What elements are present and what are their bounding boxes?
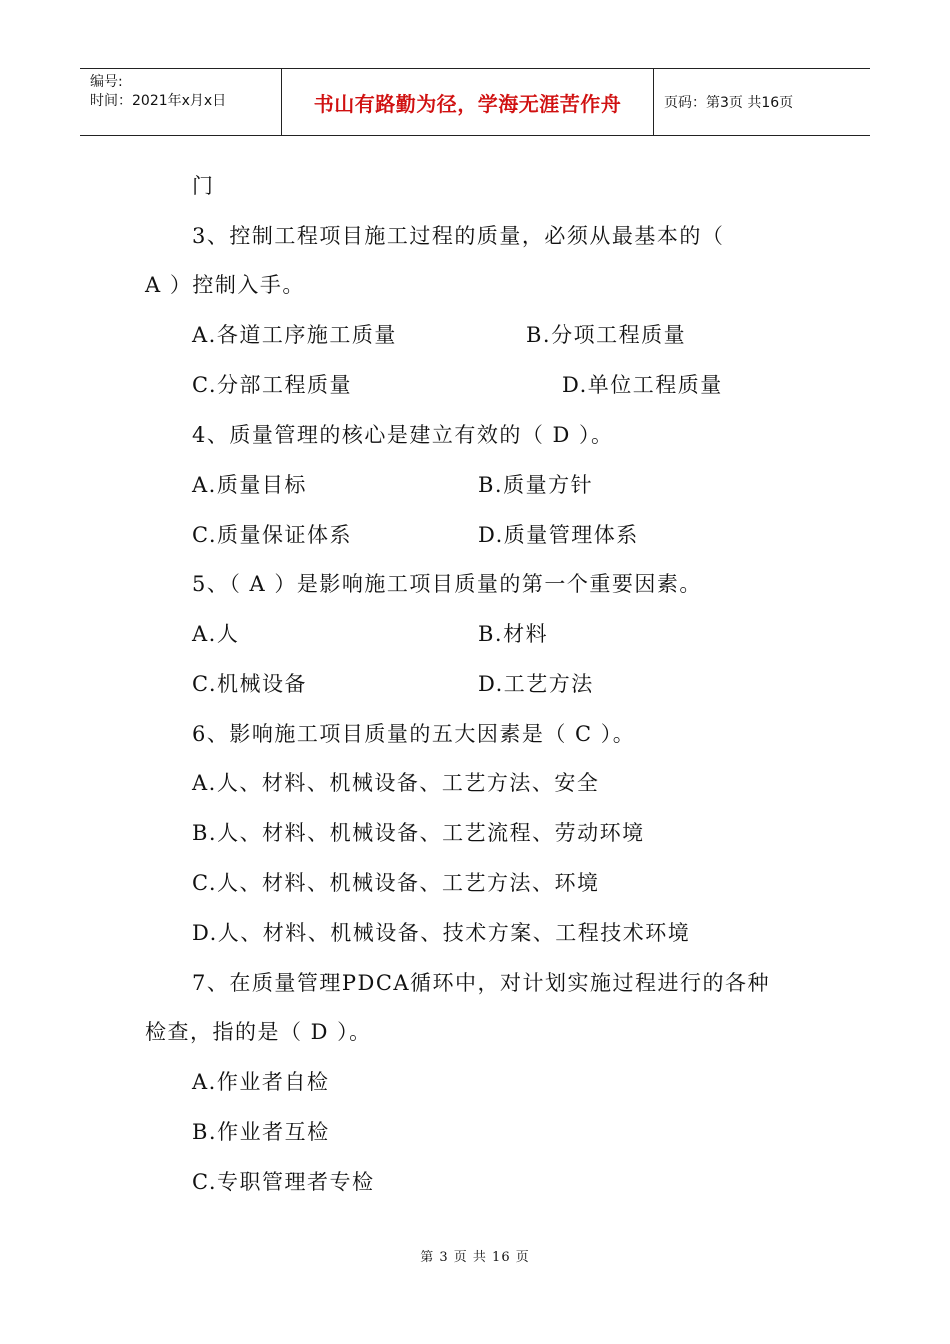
question-5: 5、（ A ）是影响施工项目质量的第一个重要因素。 bbox=[192, 572, 702, 596]
option-6a: A.人、材料、机械设备、工艺方法、安全 bbox=[192, 771, 600, 795]
option-4a: A.质量目标 bbox=[192, 473, 307, 497]
option-6c: C.人、材料、机械设备、工艺方法、环境 bbox=[192, 871, 600, 895]
page-footer: 第 3 页 共 16 页 bbox=[420, 1250, 530, 1265]
option-5a: A.人 bbox=[192, 622, 240, 646]
page-header bbox=[80, 68, 870, 136]
question-7-continued: 检查，指的是（ D ）。 bbox=[145, 1020, 372, 1044]
document-number-label: 编号: bbox=[90, 74, 123, 90]
question-3: 3、控制工程项目施工过程的质量，必须从最基本的（ bbox=[192, 224, 725, 248]
option-3c: C.分部工程质量 bbox=[192, 373, 352, 397]
option-4c: C.质量保证体系 bbox=[192, 523, 352, 547]
option-6b: B.人、材料、机械设备、工艺流程、劳动环境 bbox=[192, 821, 645, 845]
question-3-continued: A ）控制入手。 bbox=[145, 273, 305, 297]
option-3d: D.单位工程质量 bbox=[562, 373, 723, 397]
option-7a: A.作业者自检 bbox=[192, 1070, 330, 1094]
option-3b: B.分项工程质量 bbox=[526, 323, 687, 347]
option-5b: B.材料 bbox=[478, 622, 549, 646]
continued-text: 门 bbox=[192, 174, 215, 198]
option-5d: D.工艺方法 bbox=[478, 672, 594, 696]
document-date: 时间：2021年x月x日 bbox=[90, 93, 227, 109]
question-7: 7、在质量管理PDCA循环中，对计划实施过程进行的各种 bbox=[192, 971, 771, 995]
option-4d: D.质量管理体系 bbox=[478, 523, 639, 547]
header-motto: 书山有路勤为径，学海无涯苦作舟 bbox=[282, 69, 654, 135]
option-4b: B.质量方针 bbox=[478, 473, 594, 497]
option-7b: B.作业者互检 bbox=[192, 1120, 330, 1144]
question-4: 4、质量管理的核心是建立有效的（ D ）。 bbox=[192, 423, 614, 447]
option-6d: D.人、材料、机械设备、技术方案、工程技术环境 bbox=[192, 921, 691, 945]
header-meta bbox=[80, 69, 282, 135]
option-5c: C.机械设备 bbox=[192, 672, 307, 696]
question-6: 6、影响施工项目质量的五大因素是（ C ）。 bbox=[192, 722, 636, 746]
header-page-info: 页码：第3页 共16页 bbox=[664, 95, 794, 111]
option-3a: A.各道工序施工质量 bbox=[192, 323, 397, 347]
option-7c: C.专职管理者专检 bbox=[192, 1170, 375, 1194]
